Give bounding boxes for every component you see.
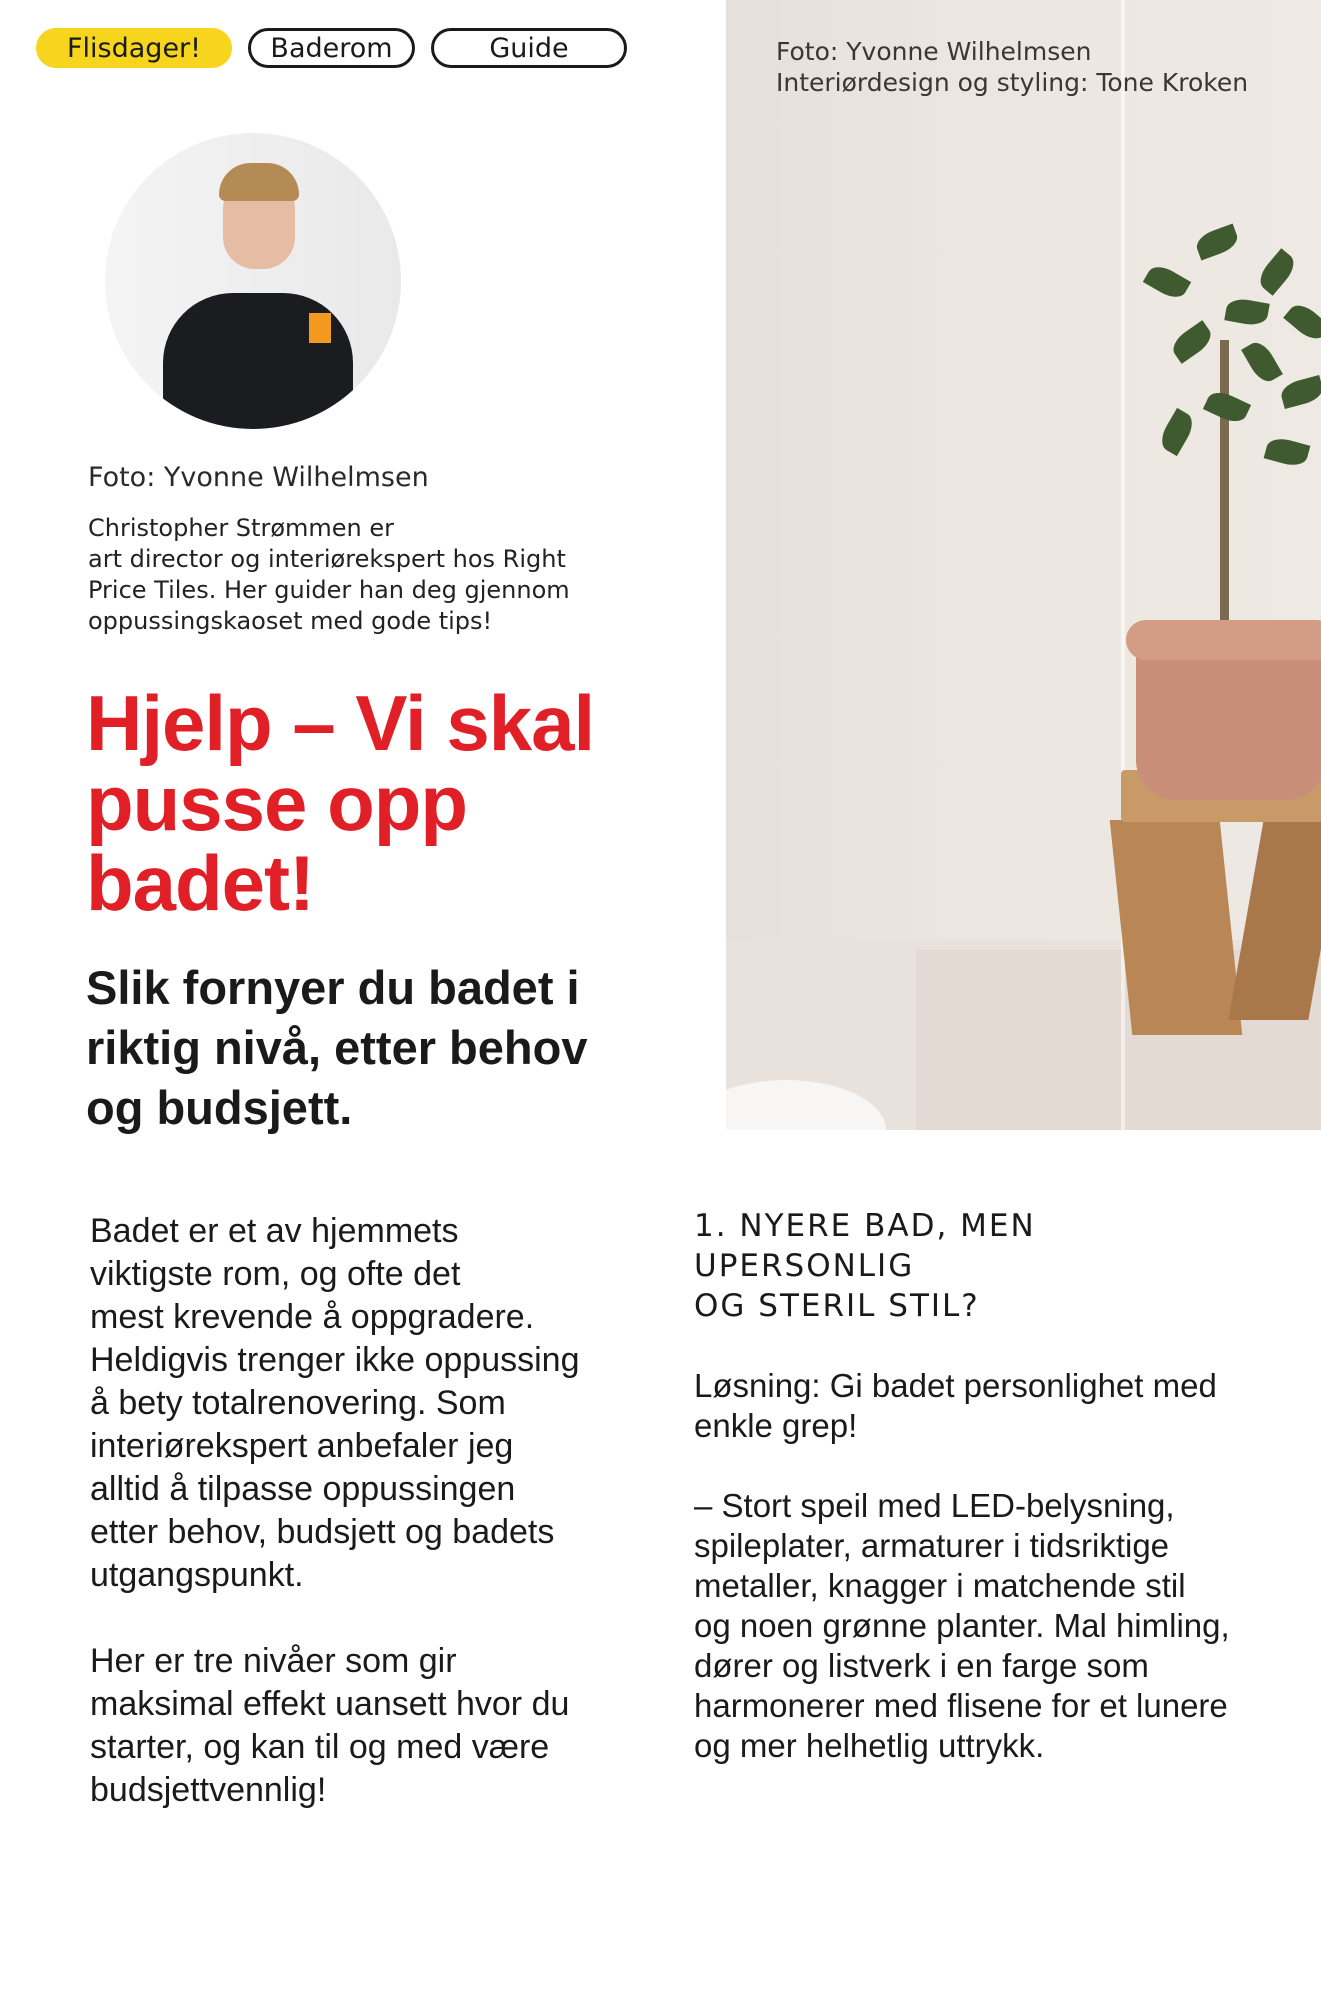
tag-guide[interactable]: Guide	[431, 28, 627, 68]
intro-line: maksimal effekt uansett hvor du	[90, 1685, 570, 1723]
intro-line: mest krevende å oppgradere.	[90, 1298, 535, 1336]
plant-leaf-icon	[1254, 248, 1299, 296]
bio-line: Price Tiles. Her guider han deg gjennom	[88, 576, 570, 604]
intro-line: Badet er et av hjemmets	[90, 1212, 459, 1250]
plant-leaf-icon	[1143, 261, 1191, 303]
avatar-logo-badge	[309, 313, 331, 343]
bio-line: art director og interiørekspert hos Right	[88, 545, 566, 573]
section-title-line: 1. NYERE BAD, MEN	[694, 1208, 1036, 1244]
tips-line: og noen grønne planter. Mal himling,	[694, 1607, 1230, 1644]
section-1-solution	[694, 1366, 1294, 1446]
subhead-line: og budsjett.	[86, 1081, 353, 1134]
photo-credit	[776, 36, 1248, 98]
plant-leaf-icon	[1156, 408, 1198, 456]
intro-paragraph	[90, 1640, 670, 1812]
intro-line: alltid å tilpasse oppussingen	[90, 1470, 516, 1508]
photo-stool-leg	[1228, 820, 1321, 1020]
bathroom-photo	[726, 0, 1321, 1130]
section-title-line: OG STERIL STIL?	[694, 1288, 980, 1324]
tips-line: og mer helhetlig uttrykk.	[694, 1727, 1045, 1764]
headline-line: pusse opp	[86, 759, 468, 847]
photo-plant-trunk	[1220, 340, 1229, 640]
photo-credit-photographer: Foto: Yvonne Wilhelmsen	[776, 37, 1092, 66]
intro-line: etter behov, budsjett og badets	[90, 1513, 555, 1551]
photo-credit-styling: Interiørdesign og styling: Tone Kroken	[776, 68, 1249, 97]
intro-line: interiørekspert anbefaler jeg	[90, 1427, 514, 1465]
section-1-tips	[694, 1486, 1294, 1766]
intro-line: utgangspunkt.	[90, 1556, 304, 1594]
section-1-title	[694, 1206, 1294, 1326]
plant-leaf-icon	[1224, 297, 1270, 328]
tag-flisdager[interactable]: Flisdager!	[36, 28, 232, 68]
tips-line: spileplater, armaturer i tidsriktige	[694, 1527, 1170, 1564]
plant-leaf-icon	[1264, 435, 1311, 469]
intro-line: budsjettvennlig!	[90, 1771, 327, 1809]
tips-line: – Stort speil med LED-belysning,	[694, 1487, 1175, 1524]
solution-line: Løsning: Gi badet personlighet med	[694, 1367, 1217, 1404]
intro-paragraph	[90, 1210, 670, 1597]
tag-baderom[interactable]: Baderom	[248, 28, 415, 68]
headline-line: badet!	[86, 839, 314, 927]
subhead-line: riktig nivå, etter behov	[86, 1021, 588, 1074]
intro-line: viktigste rom, og ofte det	[90, 1255, 461, 1293]
section-title-line: UPERSONLIG	[694, 1248, 915, 1284]
intro-line: Her er tre nivåer som gir	[90, 1642, 457, 1680]
tips-line: dører og listverk i en farge som	[694, 1647, 1149, 1684]
photo-plant-pot-rim	[1126, 620, 1321, 660]
plant-leaf-icon	[1283, 299, 1321, 344]
solution-line: enkle grep!	[694, 1407, 858, 1444]
author-bio	[88, 513, 648, 637]
section-1	[694, 1206, 1294, 1766]
article-headline	[86, 679, 706, 927]
plant-leaf-icon	[1168, 320, 1216, 364]
article-intro	[90, 1210, 670, 1855]
bio-line: oppussingskaoset med gode tips!	[88, 607, 493, 635]
photo-stool-leg	[1110, 820, 1243, 1035]
intro-line: starter, og kan til og med være	[90, 1728, 550, 1766]
plant-leaf-icon	[1279, 375, 1321, 409]
tag-list	[36, 28, 627, 68]
tips-line: metaller, knagger i matchende stil	[694, 1567, 1186, 1604]
tips-line: harmonerer med flisene for et lunere	[694, 1687, 1228, 1724]
bio-line: Christopher Strømmen er	[88, 514, 394, 542]
article-subheadline	[86, 958, 686, 1138]
plant-leaf-icon	[1241, 338, 1283, 386]
plant-leaf-icon	[1193, 224, 1241, 261]
intro-line: å bety totalrenovering. Som	[90, 1384, 506, 1422]
author-photo-caption: Foto: Yvonne Wilhelmsen	[88, 462, 429, 493]
intro-line: Heldigvis trenger ikke oppussing	[90, 1341, 580, 1379]
author-avatar	[105, 133, 401, 429]
subhead-line: Slik fornyer du badet i	[86, 961, 580, 1014]
headline-line: Hjelp – Vi skal	[86, 679, 595, 767]
